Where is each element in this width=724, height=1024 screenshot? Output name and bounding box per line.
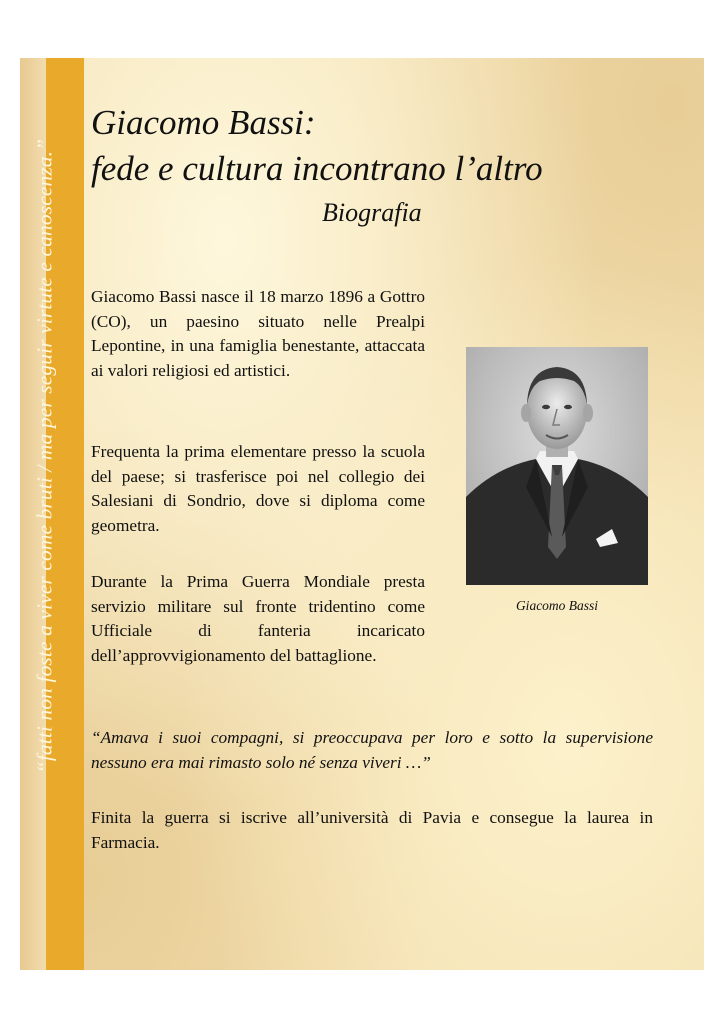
paragraph-university: Finita la guerra si iscrive all’università di Pavia e consegue la laurea in Farmacia. [91, 808, 653, 852]
paragraph-war: Durante la Prima Guerra Mondiale presta servizio militare sul fronte tridentino come Ufficiale di fanteria incaricato dell’approvvigionamento del battaglione. [91, 572, 425, 665]
photo-caption: Giacomo Bassi [515, 598, 599, 613]
title-line-2: fede e cultura incontrano l’altro [91, 149, 543, 188]
paragraph-education: Frequenta la prima elementare presso la scuola del paese; si trasferisce poi nel collegio dei Salesiani di Sondrio, dove si diploma come geometra. [91, 442, 425, 535]
paragraph-birth: Giacomo Bassi nasce il 18 marzo 1896 a Gottro (CO), un paesino situato nelle Prealpi Lepontine, in una famiglia benestante, attaccata ai valori religiosi ed artistici. [91, 287, 425, 380]
portrait-illustration [466, 347, 648, 585]
portrait-photo [466, 347, 648, 585]
title-line-1: Giacomo Bassi: [91, 103, 316, 142]
section-subtitle: Biografia [322, 198, 422, 227]
sidebar-quote: “fatti non foste a viver come bruti / ma per seguir virtute e canoscenza.” [32, 138, 57, 774]
quote-paragraph: “Amava i suoi compagni, si preoccupava per loro e sotto la supervisione nessuno era mai rimasto solo né senza viveri …” [91, 728, 653, 772]
page-title [91, 100, 543, 192]
